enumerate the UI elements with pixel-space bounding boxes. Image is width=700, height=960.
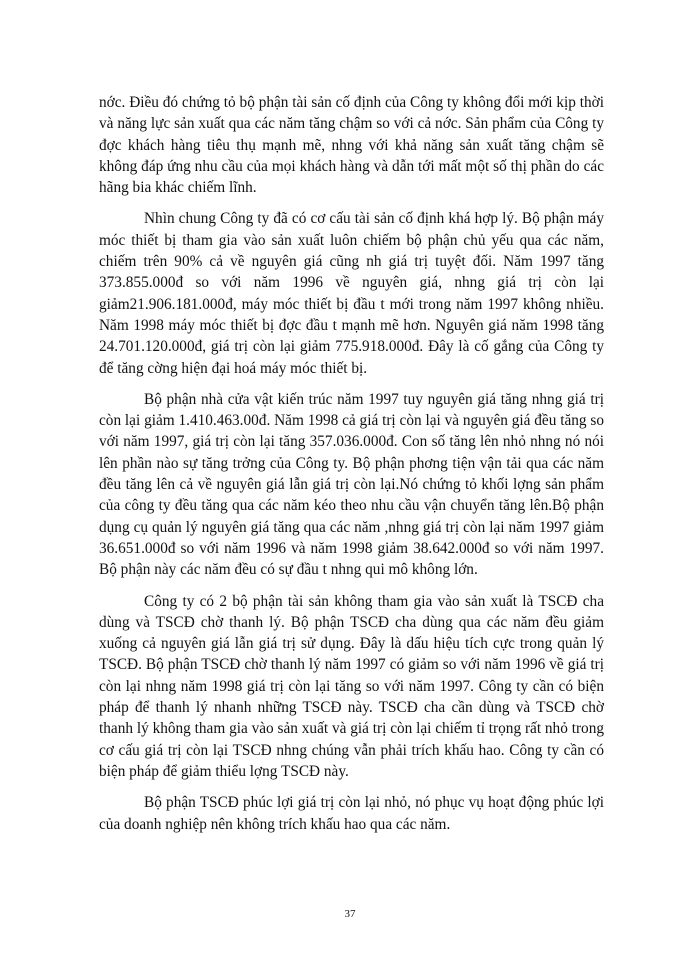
paragraph-2: Nhìn chung Công ty đã có cơ cấu tài sản cố định khá hợp lý. Bộ phận máy móc thiết bị tham gia vào sản xuất luôn chiếm bộ phận chủ yếu qua các năm, chiếm trên 90% cả về nguyên giá cũng nh giá trị tuyệt đối. Năm 1997 tăng 373.855.000đ so với năm 1996 về nguyên giá, nhng giá trị còn lại giảm21.906.181.000đ, máy móc thiết bị đầu t mới trong năm 1997 không nhiều. Năm 1998 máy móc thiết bị đợc đầu t mạnh mẽ hơn. Nguyên giá năm 1998 tăng 24.701.120.000đ, giá trị còn lại giảm 775.918.000đ. Đây là cố gắng của Công ty để tăng cờng hiện đại hoá máy móc thiết bị.: [99, 210, 604, 377]
paragraph-4: Công ty có 2 bộ phận tài sản không tham gia vào sản xuất là TSCĐ cha dùng và TSCĐ chờ thanh lý. Bộ phận TSCĐ cha dùng qua các năm đều giảm xuống cả nguyên giá lẫn giá trị sử dụng. Đây là dấu hiệu tích cực trong quản lý TSCĐ. Bộ phận TSCĐ chờ thanh lý năm 1997 có giảm so với năm 1996 về giá trị còn lại nhng năm 1998 giá trị còn lại tăng so với năm 1997. Công ty cần có biện pháp để thanh lý nhanh những TSCĐ này. TSCĐ cha cần dùng và TSCĐ chờ thanh lý không tham gia vào sản xuất và giá trị còn lại chiếm tỉ trọng rất nhỏ trong cơ cấu giá trị còn lại TSCĐ nhng chúng vẫn phải trích khấu hao. Công ty cần có biện pháp để giảm thiểu lợng TSCĐ này.: [99, 592, 604, 780]
paragraph-3: Bộ phận nhà cửa vật kiến trúc năm 1997 tuy nguyên giá tăng nhng giá trị còn lại giảm 1.410.463.00đ. Năm 1998 cả giá trị còn lại và nguyên giá đều tăng so với năm 1997, giá trị còn lại tăng 357.036.000đ. Con số tăng lên nhỏ nhng nó nói lên phần nào sự tăng trởng của Công ty. Bộ phận phơng tiện vận tải qua các năm đều tăng lên cả về nguyên giá lẫn giá trị còn lại.Nó chứng tỏ khối lợng sản phẩm của công ty đều tăng qua các năm kéo theo nhu cầu vận chuyển tăng lên.Bộ phận dụng cụ quản lý nguyên giá tăng qua các năm ,nhng giá trị còn lại năm 1997 giảm 36.651.000đ so với năm 1996 và năm 1998 giảm 38.642.000đ so với năm 1997. Bộ phận này các năm đều có sự đầu t nhng qui mô không lớn.: [99, 390, 604, 579]
document-body: [99, 92, 604, 845]
paragraph-5: Bộ phận TSCĐ phúc lợi giá trị còn lại nhỏ, nó phục vụ hoạt động phúc lợi của doanh nghiệp nên không trích khấu hao qua các năm.: [99, 794, 604, 833]
page-number: 37: [344, 908, 356, 920]
paragraph-1: nớc. Điều đó chứng tỏ bộ phận tài sản cố định của Công ty không đổi mới kịp thời và năng lực sản xuất qua các năm tăng chậm so với cả nớc. Sản phẩm của Công ty đợc khách hàng tiêu thụ mạnh mẽ, nhng với khả năng sản xuất tăng chậm sẽ không đáp ứng nhu cầu của mọi khách hàng và dẫn tới mất một số thị phần do các hãng bia khác chiếm lĩnh.: [99, 94, 604, 197]
